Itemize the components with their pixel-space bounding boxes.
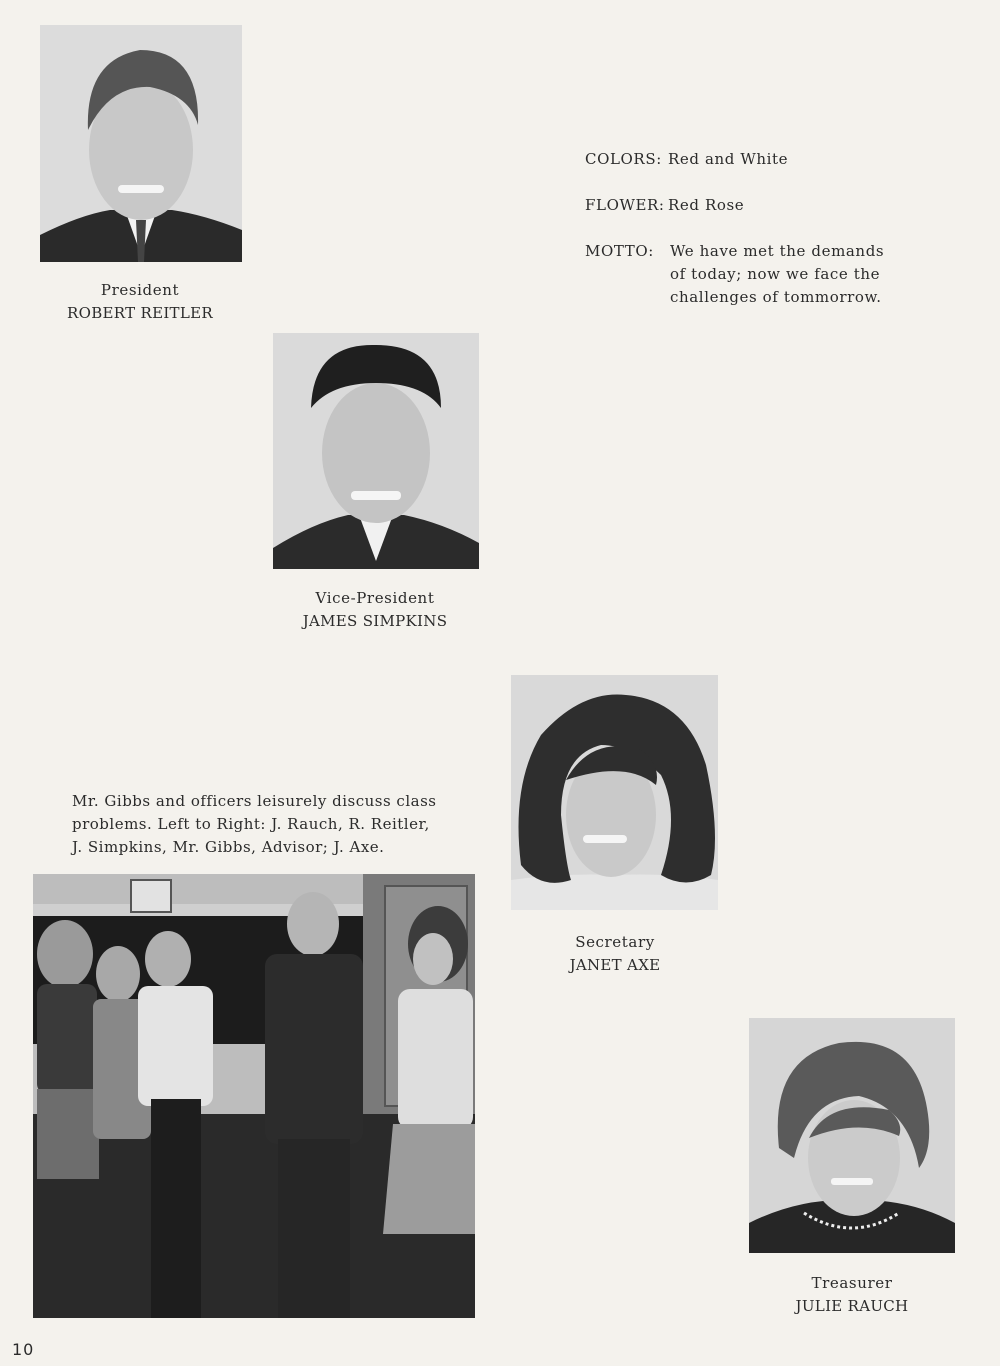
page-number: 10: [12, 1340, 35, 1359]
vice-president-name: JAMES SIMPKINS: [302, 612, 448, 630]
group-photo-caption: [72, 790, 472, 859]
flower-label: FLOWER:: [585, 196, 665, 214]
vice-president-title: Vice-President: [315, 589, 435, 607]
treasurer-title: Treasurer: [811, 1274, 893, 1292]
flower-value: Red Rose: [668, 196, 745, 214]
colors-label: COLORS:: [585, 150, 662, 168]
secretary-name: JANET AXE: [569, 956, 661, 974]
motto-line: We have met the demands: [670, 242, 885, 260]
motto-line: of today; now we face the: [670, 265, 881, 283]
vice-president-caption: [275, 587, 475, 633]
group-caption-line: problems. Left to Right: J. Rauch, R. Reitler,: [72, 815, 430, 833]
motto-line: challenges of tommorrow.: [670, 288, 882, 306]
treasurer-name: JULIE RAUCH: [795, 1297, 909, 1315]
vice-president-portrait-photo: [273, 333, 479, 569]
treasurer-portrait-photo: [749, 1018, 955, 1253]
secretary-portrait-photo: [511, 675, 718, 910]
group-caption-line: J. Simpkins, Mr. Gibbs, Advisor; J. Axe.: [72, 838, 385, 856]
president-name: ROBERT REITLER: [67, 304, 213, 322]
group-photo: [33, 874, 475, 1318]
president-portrait-photo: [40, 25, 242, 262]
class-info: [585, 148, 915, 318]
secretary-caption: [515, 931, 715, 977]
group-caption-line: Mr. Gibbs and officers leisurely discuss class: [72, 792, 437, 810]
motto-label: MOTTO:: [585, 242, 654, 260]
colors-value: Red and White: [668, 150, 789, 168]
president-title: President: [100, 281, 180, 299]
treasurer-caption: [752, 1272, 952, 1318]
motto-value: [670, 240, 900, 309]
president-caption: [40, 279, 240, 325]
secretary-title: Secretary: [575, 933, 655, 951]
